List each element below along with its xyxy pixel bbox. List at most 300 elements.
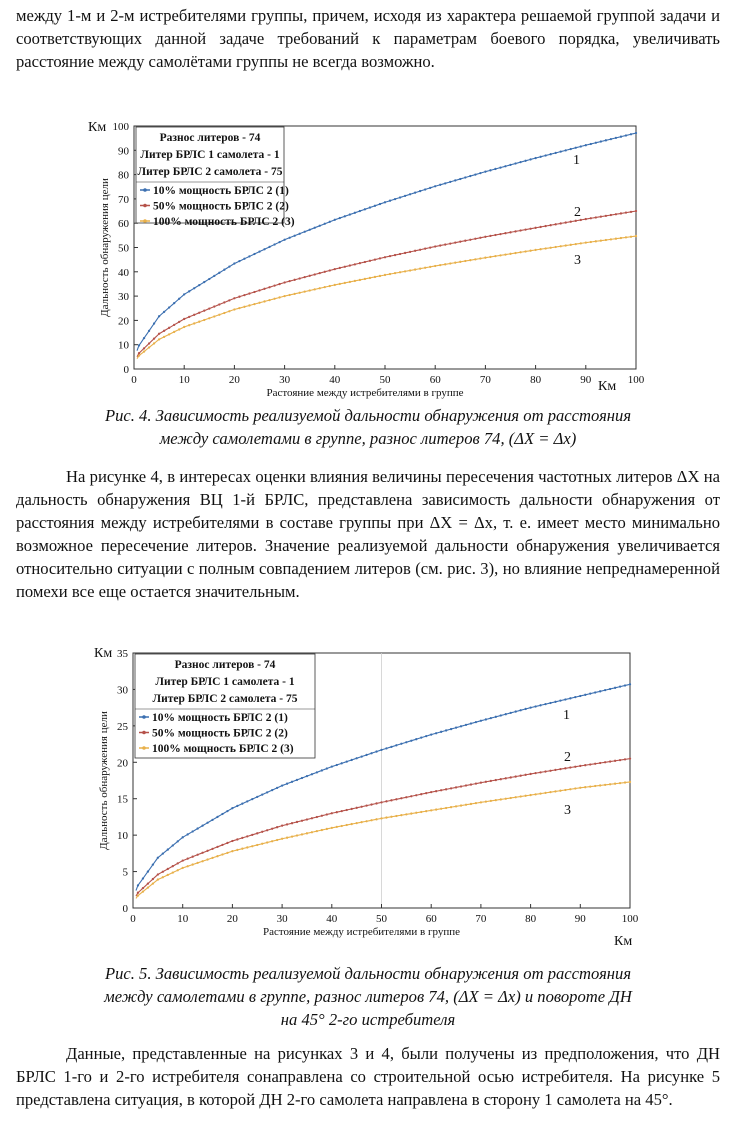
fig4-series-1-point bbox=[474, 173, 476, 175]
fig5-series-1-point bbox=[196, 827, 198, 829]
fig4-series-2-point bbox=[228, 299, 230, 301]
fig5-series-1-point bbox=[410, 740, 412, 742]
fig4-series-3-point bbox=[288, 294, 290, 296]
fig5-series-2-point bbox=[281, 825, 283, 827]
fig5-series-3-point bbox=[609, 783, 611, 785]
fig4-series-2-point bbox=[404, 252, 406, 254]
fig5-series-2-point bbox=[619, 759, 621, 761]
fig4-series-3-point bbox=[384, 274, 386, 276]
fig4-series-2-point bbox=[529, 228, 531, 230]
fig4-series-2-point bbox=[198, 312, 200, 314]
fig5-series-1-point bbox=[480, 720, 482, 722]
fig5-series-1-point bbox=[520, 709, 522, 711]
fig4-series-1-point bbox=[575, 147, 577, 149]
fig5-series-2-point bbox=[520, 775, 522, 777]
fig5-series-2-point bbox=[365, 804, 367, 806]
fig4-series-3-point bbox=[188, 324, 190, 326]
fig4-series-3-point bbox=[570, 244, 572, 246]
fig5-series-1-point bbox=[524, 708, 526, 710]
fig4-series-2-point bbox=[223, 301, 225, 303]
fig5-series-1-point bbox=[211, 819, 213, 821]
fig5-series-2-point bbox=[609, 760, 611, 762]
fig5-series-2-point bbox=[226, 842, 228, 844]
fig4-series-3-point bbox=[324, 286, 326, 288]
fig4-series-1-point bbox=[258, 250, 260, 252]
fig5-series-3-point bbox=[187, 865, 189, 867]
fig5-series-1-point bbox=[380, 749, 382, 751]
fig4-series-3-point bbox=[304, 290, 306, 292]
fig4-series-3-point bbox=[344, 282, 346, 284]
fig4-series-2-point bbox=[635, 210, 637, 212]
fig5-series-2-point bbox=[549, 770, 551, 772]
fig5-series-3-point bbox=[559, 790, 561, 792]
fig5-series-2-point bbox=[475, 782, 477, 784]
fig5-series-2-point bbox=[380, 801, 382, 803]
fig4-series-2-point bbox=[278, 283, 280, 285]
fig4-series-3-point bbox=[183, 326, 185, 328]
fig4-y-tick-label: 90 bbox=[118, 145, 129, 158]
fig4-series-1-point bbox=[339, 217, 341, 219]
fig5-series-3-point bbox=[480, 801, 482, 803]
fig4-series-2-point bbox=[474, 238, 476, 240]
fig5-series-3-point bbox=[266, 841, 268, 843]
fig5-series-1-point bbox=[206, 822, 208, 824]
fig5-series-2-point bbox=[564, 767, 566, 769]
fig5-series-3-point bbox=[390, 816, 392, 818]
fig5-series-3-point bbox=[510, 797, 512, 799]
fig4-series-3-point bbox=[283, 295, 285, 297]
fig4-x-tick-label: 40 bbox=[329, 374, 341, 386]
fig4-series-2-point bbox=[449, 242, 451, 244]
fig4-series-3-point bbox=[329, 285, 331, 287]
fig4-legend-header-1: Разнос литеров - 74 bbox=[159, 132, 261, 144]
fig5-series-3-point bbox=[241, 848, 243, 850]
fig5-series-3-point bbox=[544, 792, 546, 794]
fig4-series-2-point bbox=[615, 213, 617, 215]
fig5-series-1-point bbox=[341, 762, 343, 764]
fig4-series-1-point bbox=[404, 195, 406, 197]
fig4-x-axis-label: Растояние между истребителями в группе bbox=[266, 387, 464, 399]
fig4-curve-label-3: 3 bbox=[574, 253, 581, 268]
fig4-series-2-point bbox=[309, 275, 311, 277]
fig5-series-2-point bbox=[390, 799, 392, 801]
fig5-series-1-point bbox=[256, 796, 258, 798]
fig4-series-1-point bbox=[454, 179, 456, 181]
fig5-series-2-point bbox=[346, 809, 348, 811]
fig4-series-2-point bbox=[319, 272, 321, 274]
fig5-series-1-point bbox=[455, 727, 457, 729]
figure-4-caption-line-2: между самолетами в группе, разнос литеров 74, (ΔX = Δx) bbox=[159, 429, 577, 448]
fig4-series-3-point bbox=[610, 238, 612, 240]
fig4-series-2-point bbox=[283, 281, 285, 283]
fig4-series-2-point bbox=[334, 268, 336, 270]
fig4-series-3-point bbox=[504, 253, 506, 255]
fig5-series-1-point bbox=[395, 744, 397, 746]
fig5-x-tick-label: 60 bbox=[425, 913, 437, 925]
fig4-series-3-point bbox=[299, 292, 301, 294]
fig5-series-3-point bbox=[167, 874, 169, 876]
fig4-series-2-point bbox=[188, 316, 190, 318]
fig5-series-2-point bbox=[241, 837, 243, 839]
fig4-series-1-point bbox=[620, 136, 622, 138]
fig4-series-3-point bbox=[419, 268, 421, 270]
fig4-y-tick-label: 0 bbox=[123, 364, 129, 376]
fig4-series-2-point bbox=[354, 263, 356, 265]
fig5-series-1-point bbox=[505, 713, 507, 715]
fig5-legend-header-2: Литер БРЛС 1 самолета - 1 bbox=[155, 676, 295, 688]
fig4-series-1-point bbox=[369, 206, 371, 208]
fig4-series-2-point bbox=[524, 228, 526, 230]
fig5-series-1-point bbox=[624, 684, 626, 686]
fig5-series-line-2 bbox=[136, 759, 629, 896]
fig4-series-3-point bbox=[404, 270, 406, 272]
fig4-series-1-point bbox=[529, 158, 531, 160]
fig4-series-2-point bbox=[153, 337, 155, 339]
fig5-series-3-point bbox=[182, 867, 184, 869]
fig5-series-2-point bbox=[445, 788, 447, 790]
fig4-series-3-point bbox=[409, 269, 411, 271]
fig4-series-3-point bbox=[434, 265, 436, 267]
fig4-series-2-point bbox=[484, 236, 486, 238]
fig4-series-1-point bbox=[449, 181, 451, 183]
paragraph-1: между 1-м и 2-м истребителями группы, причем, исходя из характера решаемой группой задачи и соответствующих данной задаче требований к параметрам боевого порядка, увеличивать расстояние между самолётами группы не всегда возможно. bbox=[16, 6, 720, 71]
fig5-series-1-point bbox=[400, 743, 402, 745]
fig4-series-2-point bbox=[625, 212, 627, 214]
fig4-series-3-point bbox=[369, 277, 371, 279]
fig4-legend-marker-2 bbox=[143, 204, 147, 208]
fig4-series-1-point bbox=[439, 184, 441, 186]
fig4-series-2-point bbox=[439, 244, 441, 246]
fig4-series-1-point bbox=[409, 193, 411, 195]
fig5-series-2-point bbox=[137, 892, 139, 894]
fig4-series-3-point bbox=[399, 271, 401, 273]
fig4-series-2-point bbox=[429, 246, 431, 248]
fig4-series-3-point bbox=[173, 331, 175, 333]
fig5-series-1-point bbox=[515, 710, 517, 712]
fig4-series-2-point bbox=[203, 310, 205, 312]
fig4-series-3-point bbox=[243, 306, 245, 308]
fig4-series-1-point bbox=[334, 219, 336, 221]
fig5-y-tick-label: 35 bbox=[117, 648, 128, 660]
fig4-series-1-point bbox=[243, 258, 245, 260]
fig4-series-2-point bbox=[344, 266, 346, 268]
fig4-series-2-point bbox=[148, 342, 150, 344]
fig4-series-2-point bbox=[424, 248, 426, 250]
fig4-series-1-point bbox=[364, 208, 366, 210]
fig5-series-2-point bbox=[142, 887, 144, 889]
fig4-series-3-point bbox=[158, 338, 160, 340]
paragraph-2: На рисунке 4, в интересах оценки влияния величины пересечения частотных литеров ΔX на дальность обнаружения ВЦ 1-й БРЛС, представлена зависимость дальности обнаружения от расстояния между истребителями в составе группы при ΔX = Δx, т. е. имеет место минимально возможное пересечение литеров. Значение реализуемой дальности обнаружения увеличивается относительно ситуации с полным совпадением литеров (см. рис. 3), но влияние непреднамеренной помехи все еще остается значительным. bbox=[16, 467, 720, 601]
fig5-series-1-point bbox=[286, 783, 288, 785]
fig4-series-1-point bbox=[218, 272, 220, 274]
fig5-series-1-point bbox=[162, 852, 164, 854]
fig5-series-3-point bbox=[276, 839, 278, 841]
fig4-series-3-point bbox=[565, 244, 567, 246]
fig5-series-2-point bbox=[311, 817, 313, 819]
fig5-series-1-point bbox=[231, 807, 233, 809]
fig5-series-3-point bbox=[415, 812, 417, 814]
fig4-series-1-point bbox=[143, 337, 145, 339]
fig5-series-3-point bbox=[296, 834, 298, 836]
fig4-series-3-point bbox=[414, 268, 416, 270]
fig5-series-3-point bbox=[594, 785, 596, 787]
fig5-series-3-point bbox=[460, 804, 462, 806]
fig4-series-2-point bbox=[248, 292, 250, 294]
fig5-series-3-point bbox=[256, 844, 258, 846]
fig5-series-3-point bbox=[425, 810, 427, 812]
fig4-series-3-point bbox=[509, 253, 511, 255]
fig4-series-3-point bbox=[519, 251, 521, 253]
fig5-series-3-point bbox=[365, 820, 367, 822]
fig4-legend-marker-3 bbox=[143, 219, 147, 223]
fig5-series-3-point bbox=[549, 791, 551, 793]
fig5-series-2-point bbox=[539, 771, 541, 773]
fig5-series-2-point bbox=[425, 792, 427, 794]
fig5-series-2-point bbox=[485, 781, 487, 783]
fig5-series-2-point bbox=[480, 782, 482, 784]
fig4-curve-label-2: 2 bbox=[574, 205, 581, 220]
fig5-series-2-point bbox=[341, 810, 343, 812]
fig5-series-2-point bbox=[510, 776, 512, 778]
fig5-series-2-point bbox=[375, 802, 377, 804]
fig5-y-tick-label: 30 bbox=[117, 684, 128, 697]
fig5-series-line-3 bbox=[136, 782, 629, 898]
fig5-series-1-point bbox=[554, 701, 556, 703]
fig5-series-2-point bbox=[316, 816, 318, 818]
fig4-series-2-point bbox=[504, 232, 506, 234]
fig4-x-tick-label: 10 bbox=[178, 374, 190, 386]
fig4-series-1-point bbox=[293, 235, 295, 237]
fig4-series-2-point bbox=[233, 297, 235, 299]
fig4-series-1-point bbox=[354, 212, 356, 214]
fig4-series-1-point bbox=[469, 175, 471, 177]
fig5-x-tick-label: 50 bbox=[376, 913, 387, 925]
fig4-series-3-point bbox=[228, 310, 230, 312]
fig4-series-2-point bbox=[293, 279, 295, 281]
fig5-series-3-point bbox=[336, 826, 338, 828]
fig4-series-3-point bbox=[605, 239, 607, 241]
fig5-series-1-point bbox=[574, 696, 576, 698]
fig5-curve-label-3: 3 bbox=[564, 803, 571, 818]
fig5-series-2-point bbox=[515, 775, 517, 777]
fig5-series-2-point bbox=[430, 791, 432, 793]
fig5-series-3-point bbox=[370, 819, 372, 821]
fig5-series-2-point bbox=[495, 779, 497, 781]
fig5-series-3-point bbox=[465, 804, 467, 806]
fig5-x-tick-label: 90 bbox=[574, 913, 586, 925]
fig4-series-1-point bbox=[324, 223, 326, 225]
fig4-series-2-point bbox=[519, 229, 521, 231]
fig4-series-3-point bbox=[635, 235, 637, 237]
fig5-x-tick-label: 0 bbox=[130, 913, 136, 925]
fig5-series-1-point bbox=[236, 805, 238, 807]
fig5-series-1-point bbox=[510, 712, 512, 714]
fig4-series-2-point bbox=[263, 288, 265, 290]
fig4-series-1-point bbox=[560, 150, 562, 152]
fig5-series-3-point bbox=[356, 822, 358, 824]
fig5-series-3-point bbox=[231, 850, 233, 852]
fig5-series-2-point bbox=[385, 800, 387, 802]
fig5-series-2-point bbox=[172, 865, 174, 867]
fig4-series-2-point bbox=[374, 258, 376, 260]
fig4-series-2-point bbox=[605, 215, 607, 217]
fig4-series-2-point bbox=[359, 262, 361, 264]
fig4-series-1-point bbox=[444, 182, 446, 184]
fig4-series-3-point bbox=[459, 261, 461, 263]
fig4-series-3-point bbox=[595, 240, 597, 242]
fig5-series-1-point bbox=[216, 816, 218, 818]
fig4-series-2-point bbox=[459, 241, 461, 243]
fig4-series-2-point bbox=[168, 327, 170, 329]
fig5-series-2-point bbox=[579, 765, 581, 767]
fig4-series-3-point bbox=[198, 321, 200, 323]
fig5-series-3-point bbox=[226, 852, 228, 854]
fig5-series-3-point bbox=[529, 794, 531, 796]
fig4-series-1-point bbox=[504, 165, 506, 167]
fig4-series-2-point bbox=[364, 261, 366, 263]
fig5-series-3-point bbox=[440, 808, 442, 810]
fig4-series-1-point bbox=[550, 153, 552, 155]
fig4-series-3-point bbox=[223, 312, 225, 314]
fig4-series-2-point bbox=[585, 218, 587, 220]
fig4-series-1-point bbox=[374, 205, 376, 207]
fig5-series-1-point bbox=[559, 699, 561, 701]
fig5-series-2-point bbox=[276, 826, 278, 828]
fig4-y-tick-label: 30 bbox=[118, 291, 129, 304]
fig5-series-2-point bbox=[206, 850, 208, 852]
fig4-series-1-point bbox=[183, 293, 185, 295]
fig4-series-2-point bbox=[509, 231, 511, 233]
fig4-series-3-point bbox=[469, 259, 471, 261]
fig4-series-3-point bbox=[248, 304, 250, 306]
fig4-series-3-point bbox=[625, 236, 627, 238]
fig5-series-1-point bbox=[425, 735, 427, 737]
fig5-x-tick-label: 100 bbox=[621, 913, 639, 925]
fig5-series-3-point bbox=[172, 871, 174, 873]
fig4-x-unit: Км bbox=[598, 379, 617, 394]
fig4-y-tick-label: 20 bbox=[118, 315, 129, 328]
fig5-series-1-point bbox=[271, 789, 273, 791]
fig5-series-2-point bbox=[216, 846, 218, 848]
fig4-series-3-point bbox=[620, 237, 622, 239]
fig5-series-2-point bbox=[554, 769, 556, 771]
fig5-series-1-point bbox=[544, 703, 546, 705]
fig5-series-3-point bbox=[574, 787, 576, 789]
fig4-series-2-point bbox=[273, 285, 275, 287]
fig5-series-1-point bbox=[609, 688, 611, 690]
fig5-series-3-point bbox=[201, 860, 203, 862]
fig4-legend-entry-3: 100% мощность БРЛС 2 (3) bbox=[153, 216, 295, 228]
fig4-series-1-point bbox=[429, 187, 431, 189]
fig5-series-2-point bbox=[356, 807, 358, 809]
fig5-series-1-point bbox=[539, 704, 541, 706]
fig5-series-3-point bbox=[137, 894, 139, 896]
fig5-y-tick-label: 5 bbox=[122, 866, 128, 879]
fig5-series-3-point bbox=[445, 807, 447, 809]
fig5-series-3-point bbox=[485, 800, 487, 802]
fig5-series-1-point bbox=[157, 857, 159, 859]
fig5-series-1-point bbox=[276, 787, 278, 789]
fig5-series-3-point bbox=[405, 813, 407, 815]
fig5-series-1-point bbox=[579, 695, 581, 697]
fig5-series-2-point bbox=[559, 768, 561, 770]
fig5-legend-entry-2: 50% мощность БРЛС 2 (2) bbox=[152, 727, 288, 740]
fig5-series-3-point bbox=[291, 835, 293, 837]
fig4-series-3-point bbox=[489, 256, 491, 258]
fig5-x-tick-label: 20 bbox=[226, 913, 238, 925]
fig5-series-2-point bbox=[614, 760, 616, 762]
fig5-series-3-point bbox=[435, 808, 437, 810]
figure-5-caption-line-2: между самолетами в группе, разнос литеров 74, (ΔX = Δx) и повороте ДН bbox=[104, 987, 632, 1006]
fig5-series-3-point bbox=[539, 792, 541, 794]
fig4-series-2-point bbox=[339, 267, 341, 269]
fig4-series-2-point bbox=[539, 226, 541, 228]
fig5-x-tick-label: 30 bbox=[276, 913, 288, 925]
fig5-series-3-point bbox=[619, 782, 621, 784]
fig5-series-3-point bbox=[554, 790, 556, 792]
fig5-series-3-point bbox=[301, 833, 303, 835]
fig5-series-1-point bbox=[375, 750, 377, 752]
fig5-series-3-point bbox=[261, 843, 263, 845]
fig5-series-1-point bbox=[321, 769, 323, 771]
fig5-series-1-point bbox=[619, 686, 621, 688]
fig4-series-3-point bbox=[233, 308, 235, 310]
fig4-series-2-point bbox=[253, 291, 255, 293]
fig4-x-tick-label: 70 bbox=[479, 374, 491, 386]
fig5-series-2-point bbox=[435, 790, 437, 792]
fig5-x-tick-label: 70 bbox=[475, 913, 487, 925]
fig5-series-2-point bbox=[415, 794, 417, 796]
fig5-series-1-point bbox=[405, 741, 407, 743]
paragraph-3: Данные, представленные на рисунках 3 и 4, были получены из предположения, что ДН БРЛС 1-го и 2-го истребителя сонаправлена со строительной осью истребителя. На рисунке 5 представлена ситуация, в которой ДН 2-го самолета направлена в сторону 1 самолета на 45°. bbox=[16, 1044, 720, 1109]
fig4-series-3-point bbox=[334, 284, 336, 286]
fig5-series-2-point bbox=[604, 761, 606, 763]
fig5-series-3-point bbox=[604, 784, 606, 786]
fig4-series-1-point bbox=[178, 298, 180, 300]
fig4-series-2-point bbox=[314, 273, 316, 275]
fig4-y-tick-label: 60 bbox=[118, 218, 129, 231]
fig4-series-3-point bbox=[444, 263, 446, 265]
fig5-series-2-point bbox=[147, 882, 149, 884]
fig4-series-1-point bbox=[359, 210, 361, 212]
fig4-series-2-point bbox=[494, 234, 496, 236]
fig4-series-3-point bbox=[499, 254, 501, 256]
fig5-series-2-point bbox=[266, 829, 268, 831]
fig4-series-3-point bbox=[550, 247, 552, 249]
fig4-legend-entry-1: 10% мощность БРЛС 2 (1) bbox=[153, 185, 289, 197]
fig5-series-3-point bbox=[346, 824, 348, 826]
fig4-series-3-point bbox=[439, 264, 441, 266]
fig4-series-3-point bbox=[379, 275, 381, 277]
figure-5-chart bbox=[0, 640, 736, 960]
fig4-series-3-point bbox=[454, 262, 456, 264]
fig4-y-tick-label: 70 bbox=[118, 193, 129, 206]
fig5-series-1-point bbox=[589, 693, 591, 695]
fig5-x-unit: Км bbox=[614, 934, 633, 949]
fig4-series-2-point bbox=[288, 280, 290, 282]
fig5-series-2-point bbox=[286, 823, 288, 825]
fig5-series-3-point bbox=[286, 837, 288, 839]
fig4-series-2-point bbox=[414, 250, 416, 252]
fig5-x-axis-label: Растояние между истребителями в группе bbox=[263, 926, 460, 938]
fig4-series-1-point bbox=[248, 255, 250, 257]
fig5-series-3-point bbox=[515, 796, 517, 798]
fig5-series-1-point bbox=[142, 877, 144, 879]
fig4-series-1-point bbox=[399, 196, 401, 198]
fig4-series-1-point bbox=[379, 203, 381, 205]
fig4-series-3-point bbox=[364, 278, 366, 280]
fig5-y-tick-label: 0 bbox=[122, 903, 128, 915]
